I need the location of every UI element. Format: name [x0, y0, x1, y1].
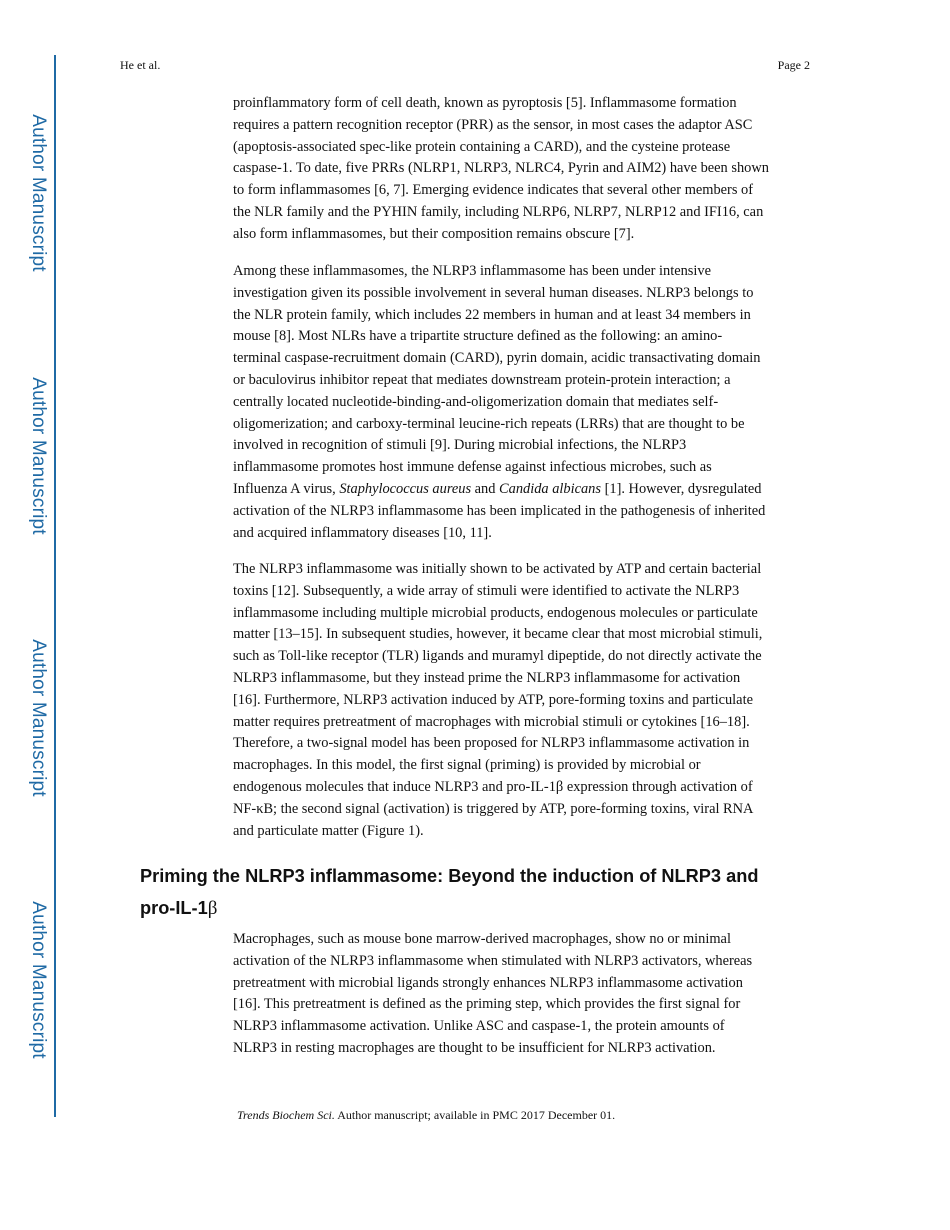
species-name: Staphylococcus aureus — [339, 480, 472, 497]
text-line: matter [13–15]. In subsequent studies, however, it became clear that most microbial stimuli, — [233, 626, 763, 643]
text-line: The NLRP3 inflammasome was initially shown to be activated by ATP and certain bacterial — [233, 561, 762, 577]
text-line: pretreatment with microbial ligands strongly enhances NLRP3 inflammasome activation — [233, 974, 743, 991]
paragraph-4 — [233, 929, 813, 1060]
footer-note: Author manuscript; available in PMC 2017 December 01. — [334, 1108, 616, 1122]
text-line: NF-κB; the second signal (activation) is triggered by ATP, pore-forming toxins, viral RNA — [233, 800, 754, 817]
text-line: [16]. This pretreatment is defined as the priming step, which provides the first signal for — [233, 996, 741, 1013]
paragraph-3 — [233, 559, 813, 842]
text-line: or baculovirus inhibitor repeat that mediates downstream protein-protein interaction; a — [233, 371, 731, 388]
text-line: NLRP3 inflammasome, but they instead prime the NLRP3 inflammasome for activation — [233, 669, 741, 686]
text-line: also form inflammasomes, but their composition remains obscure [7]. — [233, 225, 635, 242]
text-segment: Influenza A virus, — [233, 480, 340, 497]
text-line: involved in recognition of stimuli [9]. During microbial infections, the NLRP3 — [233, 437, 687, 454]
paragraph-2 — [233, 261, 813, 544]
text-line: investigation given its possible involvement in several human diseases. NLRP3 belongs to — [233, 284, 754, 301]
text-line: and particulate matter (Figure 1). — [233, 822, 424, 839]
author-manuscript-label: Author Manuscript — [28, 377, 49, 535]
text-line: such as Toll-like receptor (TLR) ligands and muramyl dipeptide, do not directly activate the — [233, 648, 762, 665]
text-line: NLRP3 inflammasome activation. Unlike ASC and caspase-1, the protein amounts of — [233, 1018, 725, 1035]
text-segment: [1]. However, dysregulated — [600, 480, 762, 497]
text-line: caspase-1. To date, five PRRs (NLRP1, NLRP3, NLRC4, Pyrin and AIM2) have been shown — [233, 160, 769, 177]
text-line: toxins [12]. Subsequently, a wide array of stimuli were identified to activate the NLRP3 — [233, 582, 740, 599]
author-manuscript-label: Author Manuscript — [28, 114, 49, 272]
text-line: inflammasome including multiple microbial products, endogenous molecules or particulate — [233, 604, 758, 621]
heading-text: pro-IL-1 — [140, 898, 208, 918]
text-line: proinflammatory form of cell death, known as pyroptosis [5]. Inflammasome formation — [233, 95, 737, 111]
running-head-authors: He et al. — [120, 58, 161, 72]
text-line: centrally located nucleotide-binding-and-oligomerization domain that mediates self- — [233, 393, 719, 410]
paragraph-1 — [233, 93, 813, 246]
text-line: and acquired inflammatory diseases [10, 11]. — [233, 524, 492, 541]
text-line: Macrophages, such as mouse bone marrow-derived macrophages, show no or minimal — [233, 931, 731, 947]
author-manuscript-label: Author Manuscript — [28, 639, 49, 797]
text-line: the NLR family and the PYHIN family, including NLRP6, NLRP7, NLRP12 and IFI16, can — [233, 203, 764, 220]
text-line: NLRP3 in resting macrophages are thought to be insufficient for NLRP3 activation. — [233, 1039, 716, 1056]
text-line: the NLR protein family, which includes 22 members in human and at least 34 members in — [233, 306, 751, 323]
text-line: inflammasome promotes host immune defense against infectious microbes, such as — [233, 459, 712, 476]
text-segment: and — [471, 480, 500, 497]
text-line: Therefore, a two-signal model has been proposed for NLRP3 inflammasome activation in — [233, 735, 750, 752]
text-line: macrophages. In this model, the first signal (priming) is provided by microbial or — [233, 757, 701, 774]
text-line: Among these inflammasomes, the NLRP3 inflammasome has been under intensive — [233, 263, 711, 279]
text-line: [16]. Furthermore, NLRP3 activation induced by ATP, pore-forming toxins and particulate — [233, 691, 753, 708]
text-line: to form inflammasomes [6, 7]. Emerging evidence indicates that several other members of — [233, 182, 754, 199]
text-line: endogenous molecules that induce NLRP3 and pro-IL-1β expression through activation of — [233, 778, 753, 795]
species-name: Candida albicans — [499, 480, 601, 497]
author-manuscript-label: Author Manuscript — [28, 901, 49, 1059]
text-line: matter requires pretreatment of macrophages with microbial stimuli or cytokines [16–18]. — [233, 713, 750, 730]
text-line: mouse [8]. Most NLRs have a tripartite structure defined as the following: an amino- — [233, 328, 723, 345]
text-line: terminal caspase-recruitment domain (CARD), pyrin domain, acidic transactivating domain — [233, 350, 761, 367]
text-line: oligomerization; and carboxy-terminal leucine-rich repeats (LRRs) that are thought to be — [233, 415, 745, 432]
heading-line: Priming the NLRP3 inflammasome: Beyond the induction of NLRP3 and — [140, 866, 759, 886]
text-line: activation of the NLRP3 inflammasome when stimulated with NLRP3 activators, whereas — [233, 952, 753, 969]
section-heading — [140, 860, 820, 925]
margin-rule — [54, 55, 56, 1117]
page-number: Page 2 — [777, 58, 810, 72]
text-line: (apoptosis-associated spec-like protein containing a CARD), and the cysteine protease — [233, 138, 731, 155]
journal-name: Trends Biochem Sci. — [237, 1108, 335, 1122]
text-line: activation of the NLRP3 inflammasome has been implicated in the pathogenesis of inherited — [233, 502, 766, 519]
footer-citation — [237, 1108, 615, 1123]
beta-symbol: β — [207, 898, 218, 919]
text-line — [233, 479, 813, 501]
text-line: requires a pattern recognition receptor (PRR) as the sensor, in most cases the adaptor ASC — [233, 116, 753, 133]
heading-line — [140, 892, 820, 925]
